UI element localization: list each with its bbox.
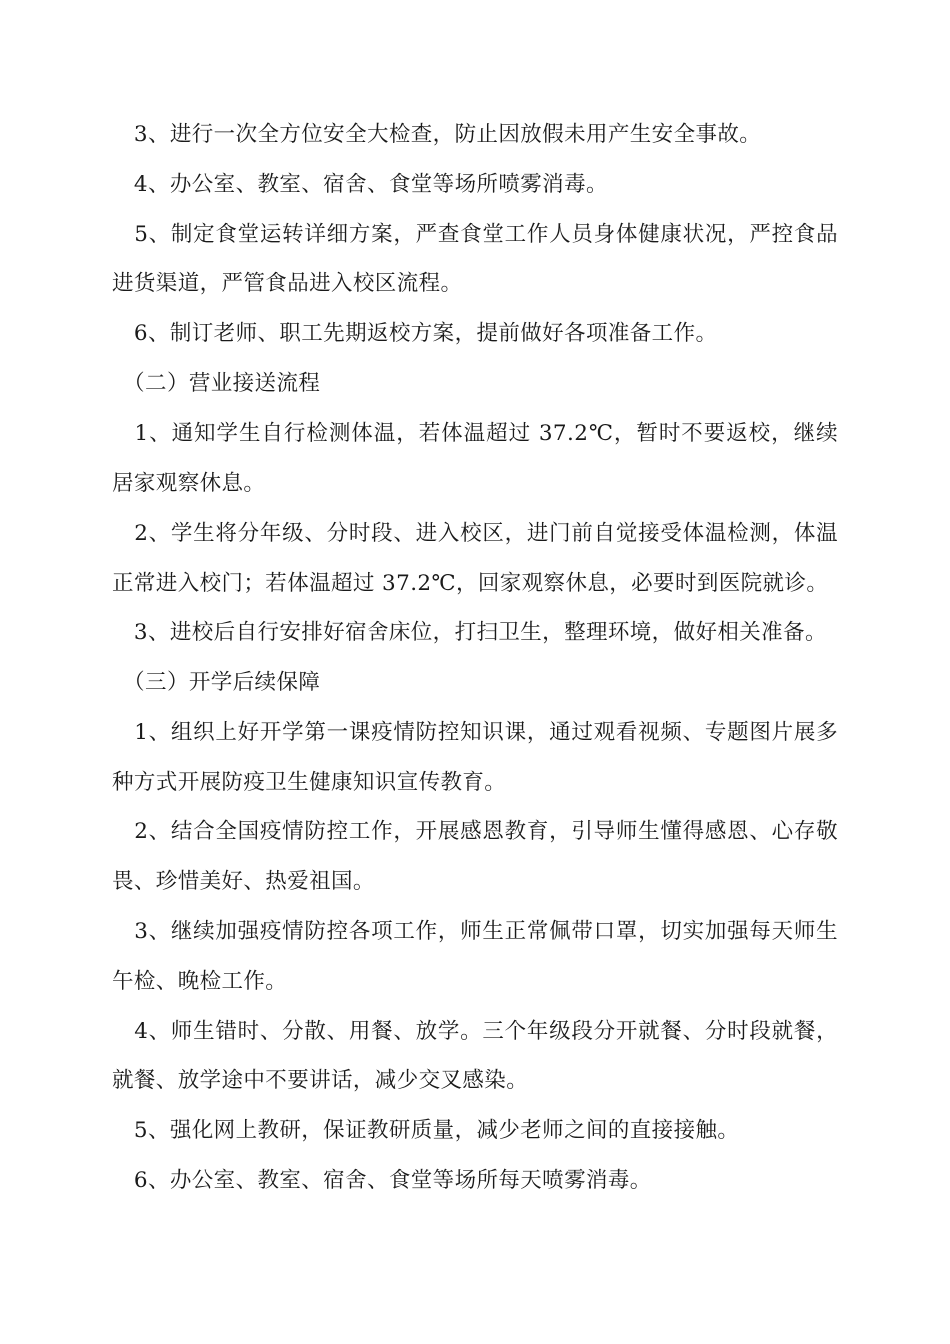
- text-line: 1、通知学生自行检测体温，若体温超过 37.2℃，暂时不要返校，继续: [112, 421, 838, 446]
- text-line: 6、办公室、教室、宿舍、食堂等场所每天喷雾消毒。: [112, 1168, 652, 1193]
- text-line: 午检、晚检工作。: [112, 969, 288, 994]
- text-line: 4、师生错时、分散、用餐、放学。三个年级段分开就餐、分时段就餐，: [112, 1019, 838, 1044]
- text-line: 3、进校后自行安排好宿舍床位，打扫卫生，整理环境，做好相关准备。: [112, 620, 827, 645]
- text-line: 4、办公室、教室、宿舍、食堂等场所喷雾消毒。: [112, 172, 608, 197]
- text-line: 2、结合全国疫情防控工作，开展感恩教育，引导师生懂得感恩、心存敬: [112, 819, 838, 844]
- text-line: 6、制订老师、职工先期返校方案，提前做好各项准备工作。: [112, 321, 718, 346]
- text-line: 正常进入校门；若体温超过 37.2℃，回家观察休息，必要时到医院就诊。: [112, 571, 829, 596]
- text-line: 种方式开展防疫卫生健康知识宣传教育。: [112, 770, 507, 795]
- section-heading: （三）开学后续保障: [112, 670, 321, 695]
- text-line: 1、组织上好开学第一课疫情防控知识课，通过观看视频、专题图片展多: [112, 720, 838, 745]
- section-heading: （二）营业接送流程: [112, 371, 321, 396]
- text-line: 5、制定食堂运转详细方案，严查食堂工作人员身体健康状况，严控食品: [112, 222, 838, 247]
- text-line: 居家观察休息。: [112, 471, 266, 496]
- text-line: 5、强化网上教研，保证教研质量，减少老师之间的直接接触。: [112, 1118, 740, 1143]
- text-line: 3、继续加强疫情防控各项工作，师生正常佩带口罩，切实加强每天师生: [112, 919, 838, 944]
- text-line: 进货渠道，严管食品进入校区流程。: [112, 271, 463, 296]
- text-line: 2、学生将分年级、分时段、进入校区，进门前自觉接受体温检测，体温: [112, 521, 838, 546]
- text-line: 3、进行一次全方位安全大检查，防止因放假未用产生安全事故。: [112, 122, 762, 147]
- text-line: 就餐、放学途中不要讲话，减少交叉感染。: [112, 1068, 529, 1093]
- text-line: 畏、珍惜美好、热爱祖国。: [112, 869, 375, 894]
